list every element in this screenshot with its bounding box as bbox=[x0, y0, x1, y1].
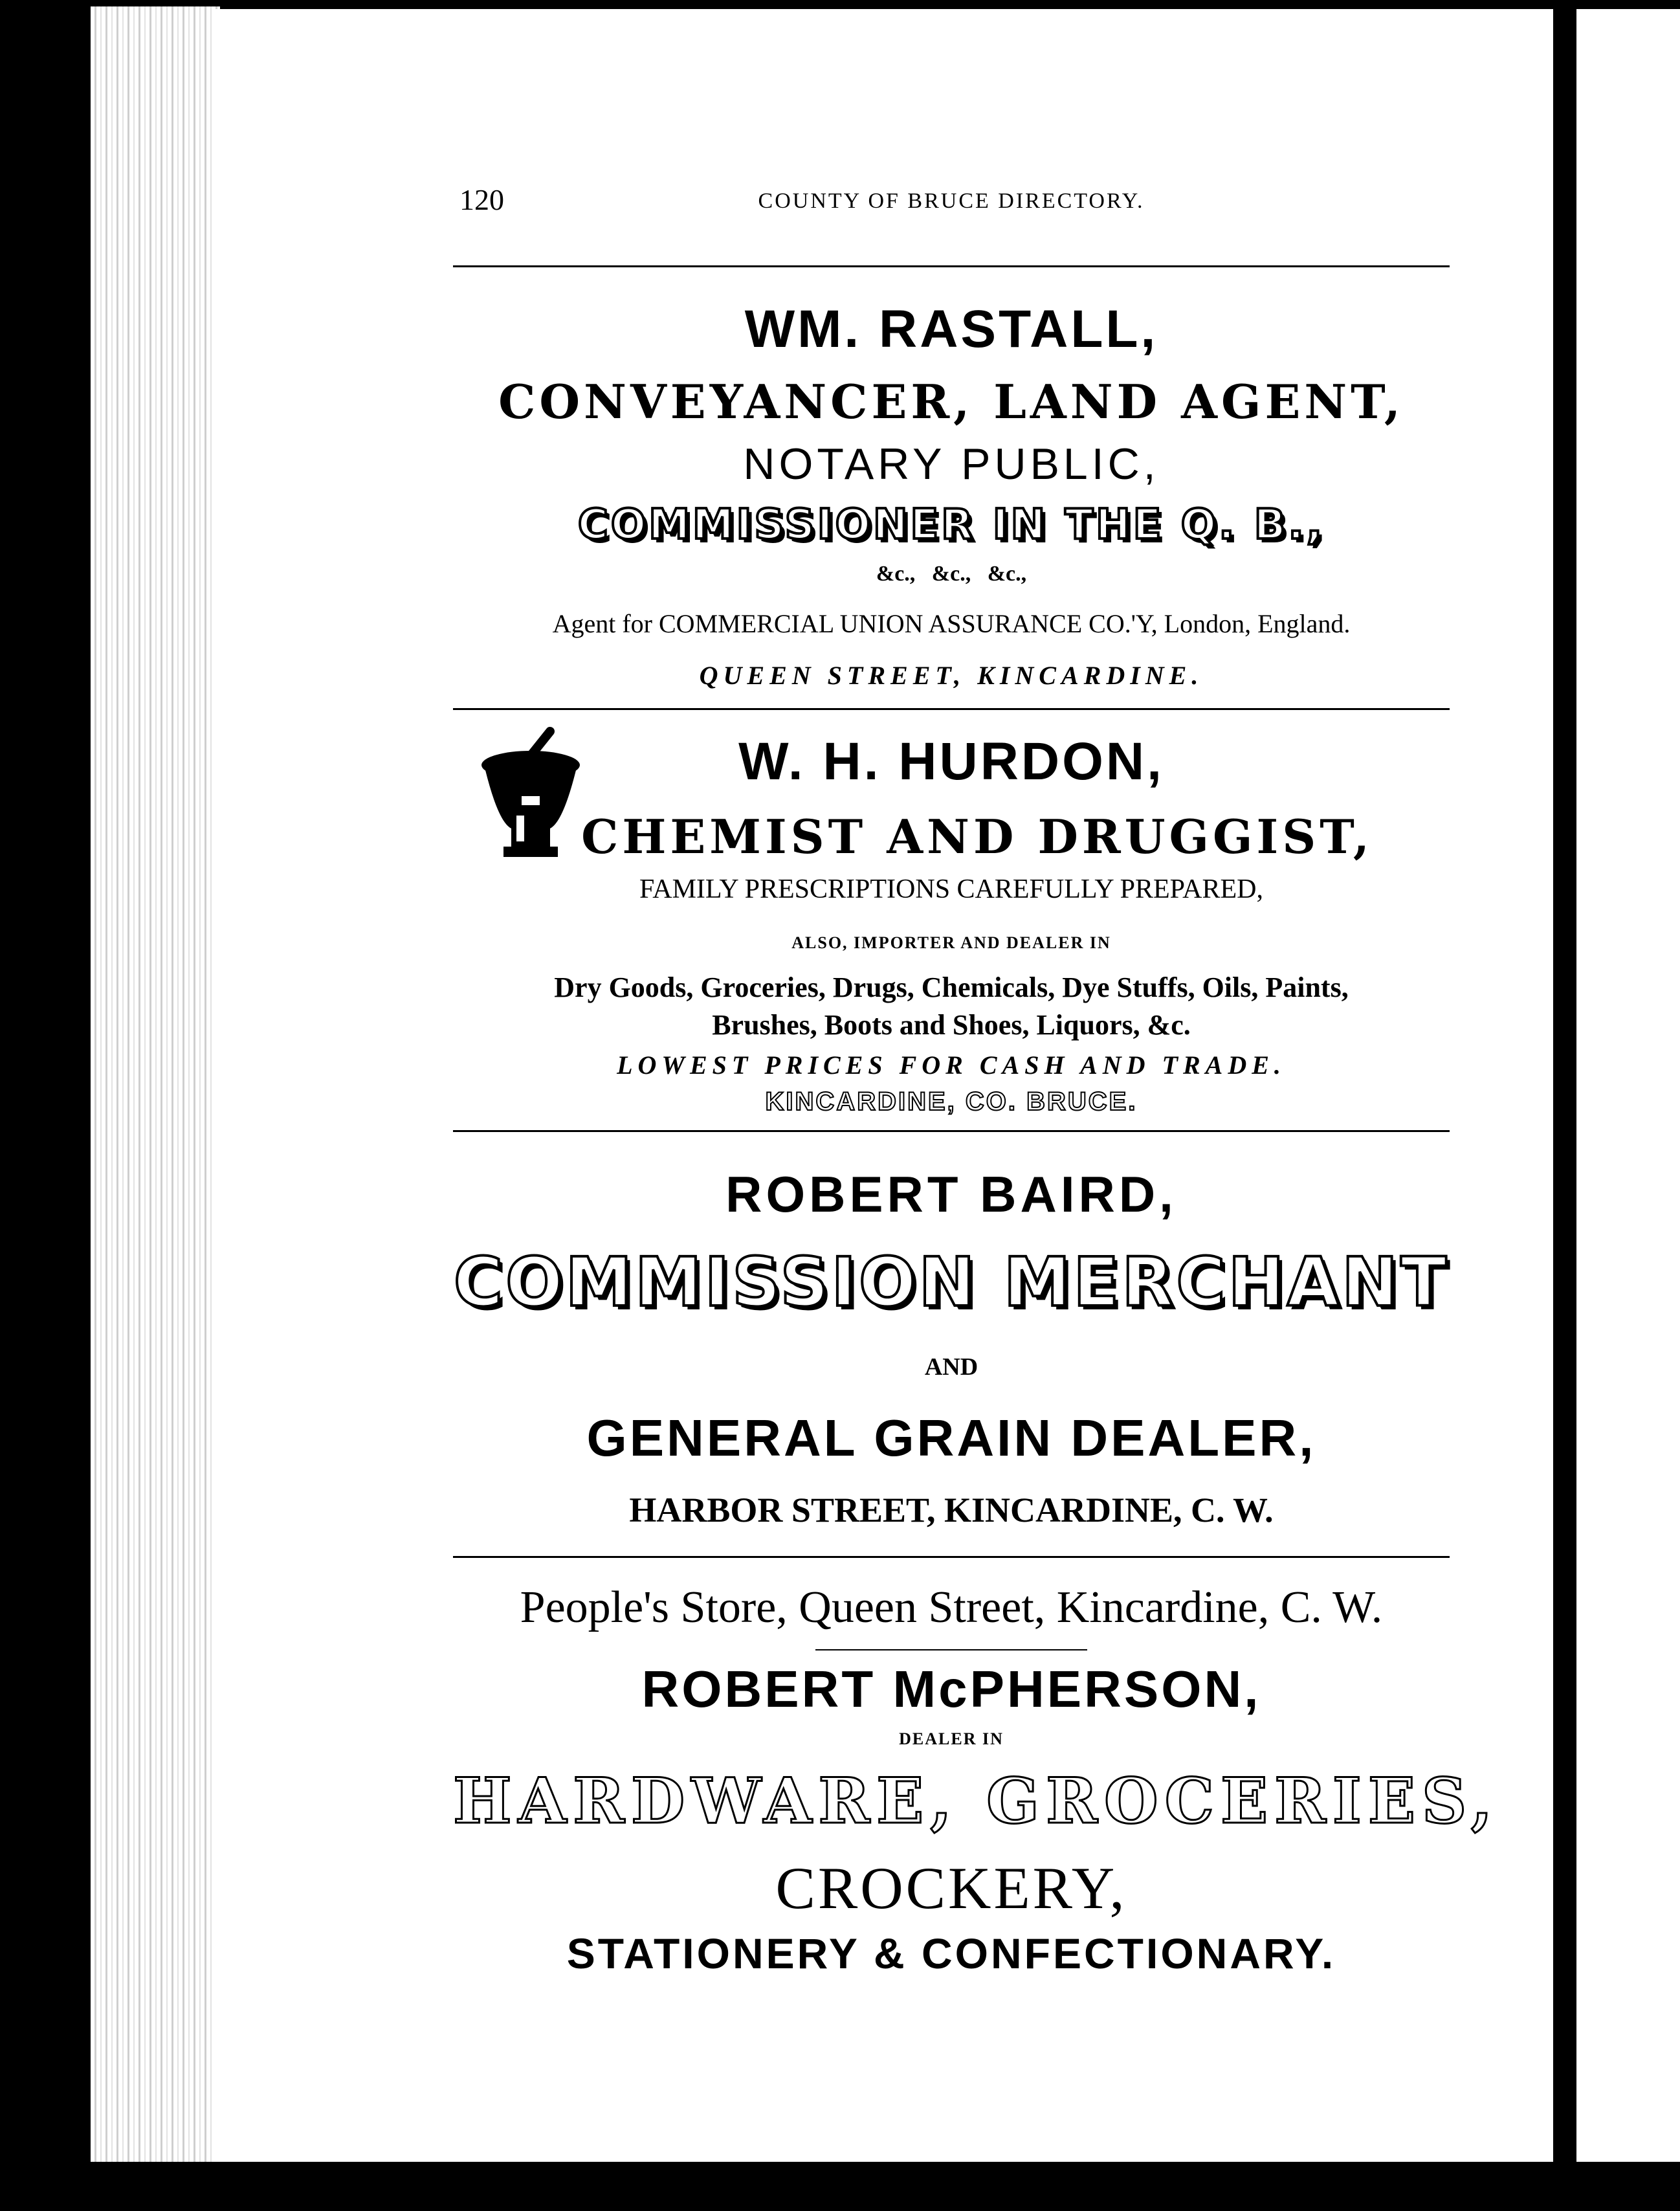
page-number: 120 bbox=[459, 183, 504, 216]
divider-rule bbox=[453, 265, 1450, 267]
short-divider bbox=[815, 1649, 1087, 1650]
divider-rule bbox=[453, 708, 1450, 710]
hurdon-goods-line-1: Dry Goods, Groceries, Drugs, Chemicals, Dye Stuffs, Oils, Paints, bbox=[554, 972, 1349, 1003]
running-header: COUNTY OF BRUCE DIRECTORY. bbox=[758, 189, 1145, 213]
hurdon-prices: LOWEST PRICES FOR CASH AND TRADE. bbox=[617, 1050, 1286, 1080]
hurdon-name: W. H. HURDON, bbox=[738, 732, 1164, 791]
book-page-edges bbox=[91, 6, 220, 2162]
mcpherson-goods-line-1: HARDWARE, GROCERIES, bbox=[453, 1764, 1499, 1838]
divider-rule bbox=[453, 1130, 1450, 1132]
facing-page-edge bbox=[1576, 9, 1680, 2162]
rastall-notary: NOTARY PUBLIC, bbox=[743, 439, 1160, 489]
rastall-occupation: CONVEYANCER, LAND AGENT, bbox=[498, 374, 1404, 429]
mcpherson-store: People's Store, Queen Street, Kincardine, C. W. bbox=[520, 1583, 1383, 1632]
rastall-commissioner: COMMISSIONER IN THE Q. B., bbox=[577, 501, 1325, 549]
baird-grain-dealer: GENERAL GRAIN DEALER, bbox=[586, 1409, 1316, 1467]
rastall-etc: &c., &c., &c., bbox=[876, 562, 1027, 586]
hurdon-occupation: CHEMIST AND DRUGGIST, bbox=[581, 809, 1373, 864]
mcpherson-dealer-in: DEALER IN bbox=[899, 1729, 1004, 1748]
rastall-address: QUEEN STREET, KINCARDINE. bbox=[699, 661, 1204, 690]
scan-bottom-border bbox=[0, 2162, 1680, 2211]
mortar-and-pestle-icon bbox=[479, 725, 582, 861]
baird-address: HARBOR STREET, KINCARDINE, C. W. bbox=[629, 1491, 1274, 1529]
rastall-name: WM. RASTALL, bbox=[744, 300, 1158, 359]
mcpherson-goods-line-2: CROCKERY, bbox=[775, 1855, 1127, 1921]
baird-and: AND bbox=[924, 1353, 978, 1381]
baird-name: ROBERT BAIRD, bbox=[725, 1166, 1177, 1223]
hurdon-importer: ALSO, IMPORTER AND DEALER IN bbox=[791, 933, 1111, 952]
mcpherson-goods-line-3: STATIONERY & CONFECTIONARY. bbox=[566, 1929, 1336, 1977]
hurdon-prescriptions: FAMILY PRESCRIPTIONS CAREFULLY PREPARED, bbox=[639, 874, 1263, 904]
mcpherson-name: ROBERT McPHERSON, bbox=[641, 1660, 1261, 1718]
hurdon-goods-line-2: Brushes, Boots and Shoes, Liquors, &c. bbox=[712, 1009, 1191, 1041]
rastall-agent: Agent for COMMERCIAL UNION ASSURANCE CO.'Y, London, England. bbox=[552, 609, 1351, 638]
hurdon-address: KINCARDINE, CO. BRUCE. bbox=[765, 1087, 1138, 1116]
divider-rule bbox=[453, 1556, 1450, 1558]
baird-occupation: COMMISSION MERCHANT bbox=[453, 1243, 1450, 1322]
